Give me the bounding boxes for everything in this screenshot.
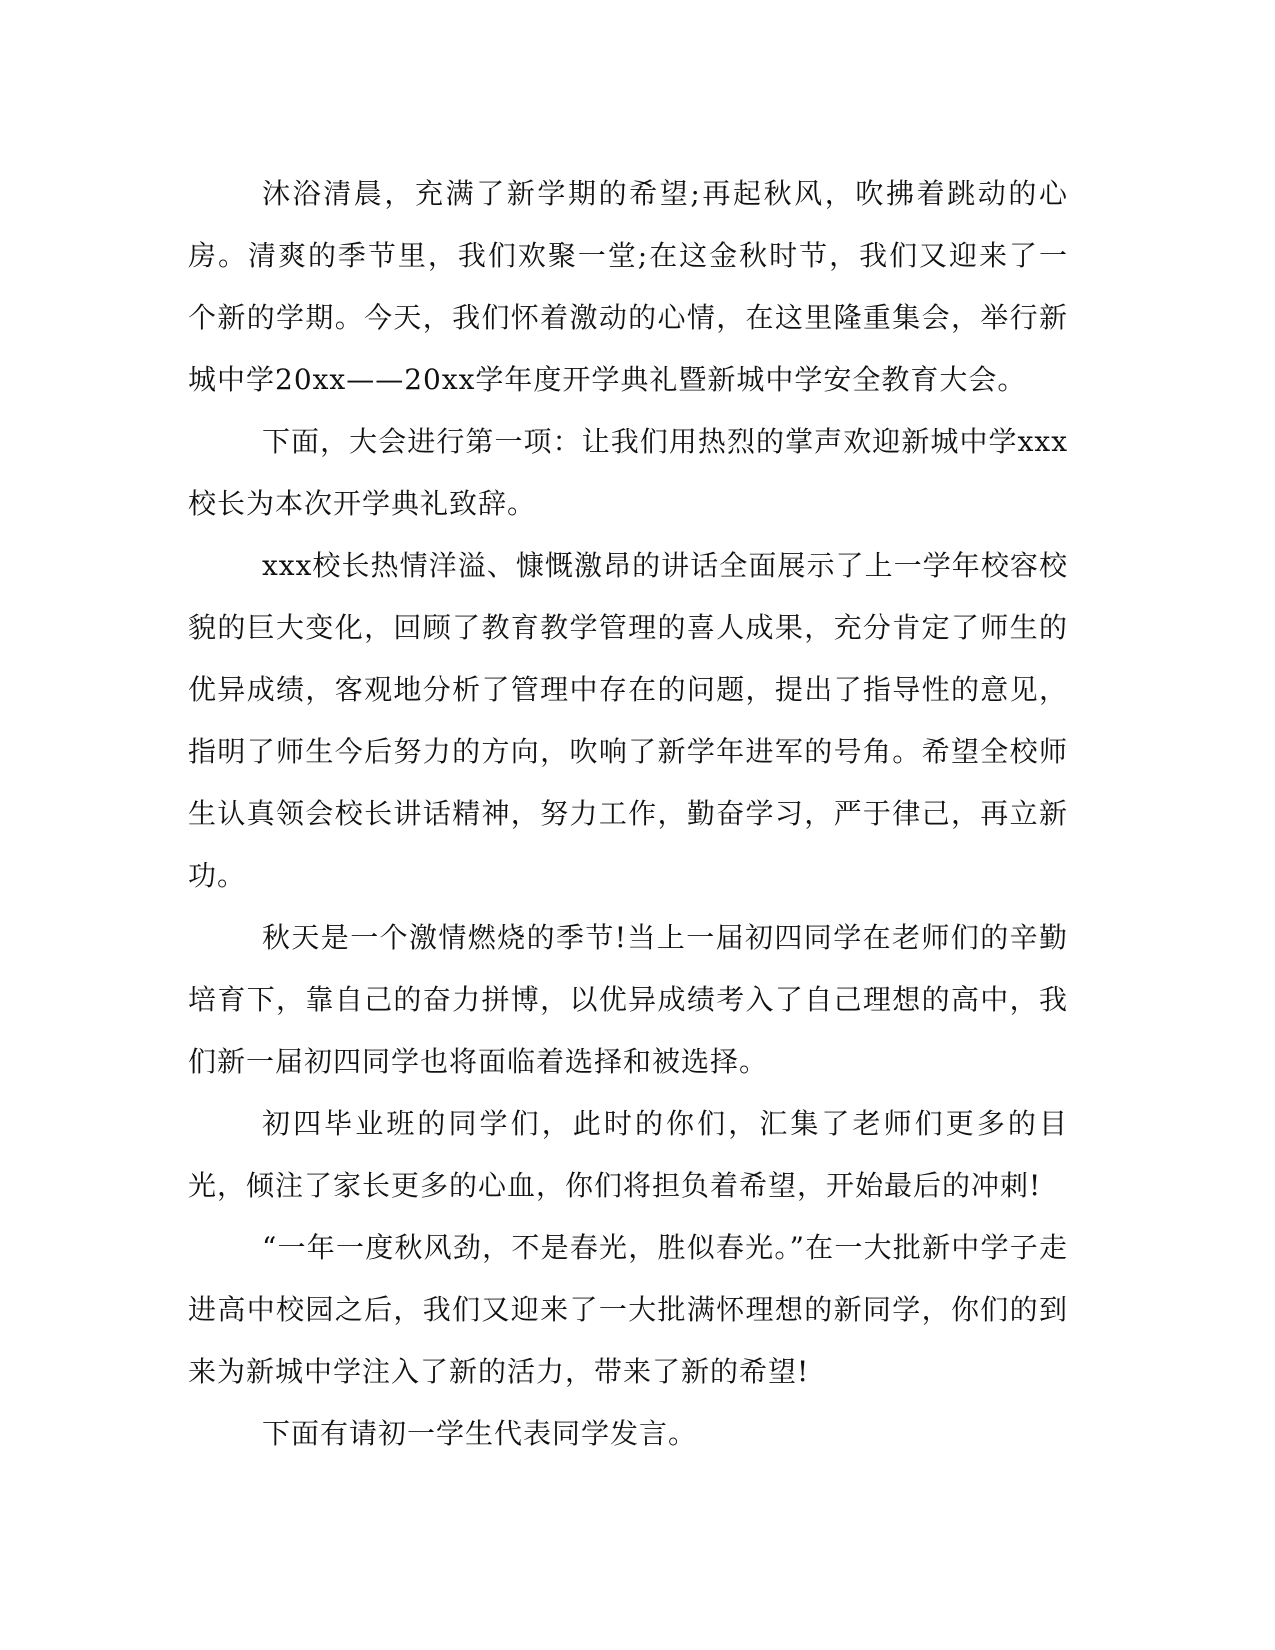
document-body <box>188 163 1068 1465</box>
paragraph-principal-speech: xxx校长热情洋溢、慷慨激昂的讲话全面展示了上一学年校容校貌的巨大变化，回顾了教育教学管理的喜人成果，充分肯定了师生的优异成绩，客观地分析了管理中存在的问题，提出了指导性的意见，指明了师生今后努力的方向，吹响了新学年进军的号角。希望全校师生认真领会校长讲话精神，努力工作，勤奋学习，严于律己，再立新功。 <box>188 549 1068 892</box>
paragraph-graduating-class: 初四毕业班的同学们，此时的你们，汇集了老师们更多的目光，倾注了家长更多的心血，你们将担负着希望，开始最后的冲刺! <box>188 1107 1068 1202</box>
paragraph-first-item: 下面，大会进行第一项：让我们用热烈的掌声欢迎新城中学xxx校长为本次开学典礼致辞。 <box>188 425 1068 520</box>
paragraph-invitation: 下面有请初一学生代表同学发言。 <box>262 1417 698 1450</box>
paragraph-opening: 沐浴清晨，充满了新学期的希望;再起秋风，吹拂着跳动的心房。清爽的季节里，我们欢聚一堂;在这金秋时节，我们又迎来了一个新的学期。今天，我们怀着激动的心情，在这里隆重集会，举行新城中学20xx——20xx学年度开学典礼暨新城中学安全教育大会。 <box>188 177 1068 396</box>
paragraph-autumn: 秋天是一个激情燃烧的季节!当上一届初四同学在老师们的辛勤培育下，靠自己的奋力拼博，以优异成绩考入了自己理想的高中，我们新一届初四同学也将面临着选择和被选择。 <box>188 921 1068 1078</box>
paragraph-new-students: “一年一度秋风劲，不是春光，胜似春光。”在一大批新中学子走进高中校园之后，我们又迎来了一大批满怀理想的新同学，你们的到来为新城中学注入了新的活力，带来了新的希望! <box>188 1231 1068 1388</box>
